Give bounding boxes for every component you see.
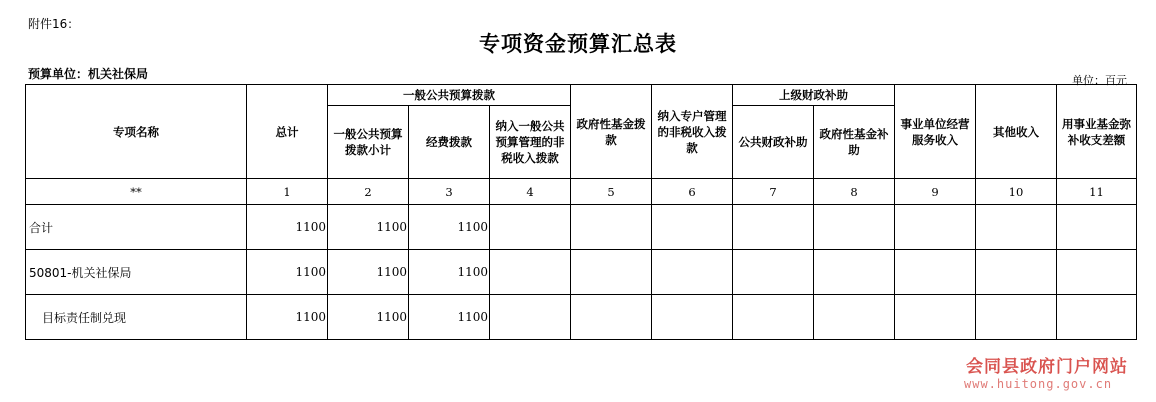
table-cell: [733, 295, 814, 340]
watermark-site-name: 会同县政府门户网站: [966, 357, 1128, 377]
table-cell: [652, 250, 733, 295]
header-general-subtotal: 一般公共预算拨款小计: [328, 106, 409, 179]
table-cell: [1057, 295, 1137, 340]
table-cell: [895, 295, 976, 340]
table-cell: [976, 205, 1057, 250]
page-title: 专项资金预算汇总表: [479, 32, 677, 56]
index-cell: 2: [328, 179, 409, 205]
table-cell: 1100: [328, 295, 409, 340]
table-row: [26, 205, 1137, 250]
index-cell: 9: [895, 179, 976, 205]
table-cell: 1100: [328, 250, 409, 295]
header-nontax-general: 纳入一般公共预算管理的非税收入拨款: [490, 106, 571, 179]
table-cell: 1100: [409, 205, 490, 250]
table-cell: 1100: [328, 205, 409, 250]
index-cell: 5: [571, 179, 652, 205]
table-cell: [1057, 205, 1137, 250]
header-gov-fund-subsidy: 政府性基金补助: [814, 106, 895, 179]
table-cell: [895, 250, 976, 295]
watermark-site-url: www.huitong.gov.cn: [964, 377, 1113, 391]
index-row: [26, 179, 1137, 205]
header-superior-subsidy-group: 上级财政补助: [733, 85, 895, 106]
header-other-income: 其他收入: [976, 85, 1057, 179]
header-funding: 经费拨款: [409, 106, 490, 179]
table-cell: [490, 250, 571, 295]
index-cell: 1: [247, 179, 328, 205]
budget-unit: 预算单位：机关社保局: [28, 67, 149, 81]
header-name: 专项名称: [26, 85, 247, 179]
header-total: 总计: [247, 85, 328, 179]
table-cell: [490, 205, 571, 250]
table-cell: [652, 205, 733, 250]
index-cell: 3: [409, 179, 490, 205]
table-cell: [814, 205, 895, 250]
table-cell: [733, 250, 814, 295]
index-cell: 7: [733, 179, 814, 205]
table-cell: 1100: [409, 250, 490, 295]
header-gov-fund: 政府性基金拨款: [571, 85, 652, 179]
header-service-income: 事业单位经营服务收入: [895, 85, 976, 179]
table-cell: [976, 250, 1057, 295]
table-cell: [814, 295, 895, 340]
table-cell: [814, 250, 895, 295]
index-cell: 8: [814, 179, 895, 205]
table-cell: [571, 295, 652, 340]
row-name: 50801-机关社保局: [26, 250, 247, 295]
table-cell: [571, 250, 652, 295]
table-cell: 1100: [247, 205, 328, 250]
header-fund-offset: 用事业基金弥补收支差额: [1057, 85, 1137, 179]
header-general-budget-group: 一般公共预算拨款: [328, 85, 571, 106]
table-cell: 1100: [247, 295, 328, 340]
currency-unit-note: 单位：百元: [1072, 74, 1127, 87]
table-cell: [1057, 250, 1137, 295]
table-cell: [571, 205, 652, 250]
table-cell: [976, 295, 1057, 340]
table-cell: 1100: [247, 250, 328, 295]
table-row: [26, 295, 1137, 340]
index-cell: 10: [976, 179, 1057, 205]
row-name: 合计: [26, 205, 247, 250]
table-cell: [490, 295, 571, 340]
table-cell: [652, 295, 733, 340]
table-row: [26, 250, 1137, 295]
index-cell: 11: [1057, 179, 1137, 205]
index-cell: 6: [652, 179, 733, 205]
row-name: 目标责任制兑现: [26, 295, 247, 340]
table-cell: [733, 205, 814, 250]
header-public-finance: 公共财政补助: [733, 106, 814, 179]
table-cell: [895, 205, 976, 250]
index-cell: **: [26, 179, 247, 205]
attachment-label: 附件16：: [28, 17, 80, 31]
budget-summary-table: [25, 84, 1137, 340]
table-cell: 1100: [409, 295, 490, 340]
header-nontax-special: 纳入专户管理的非税收入拨款: [652, 85, 733, 179]
index-cell: 4: [490, 179, 571, 205]
